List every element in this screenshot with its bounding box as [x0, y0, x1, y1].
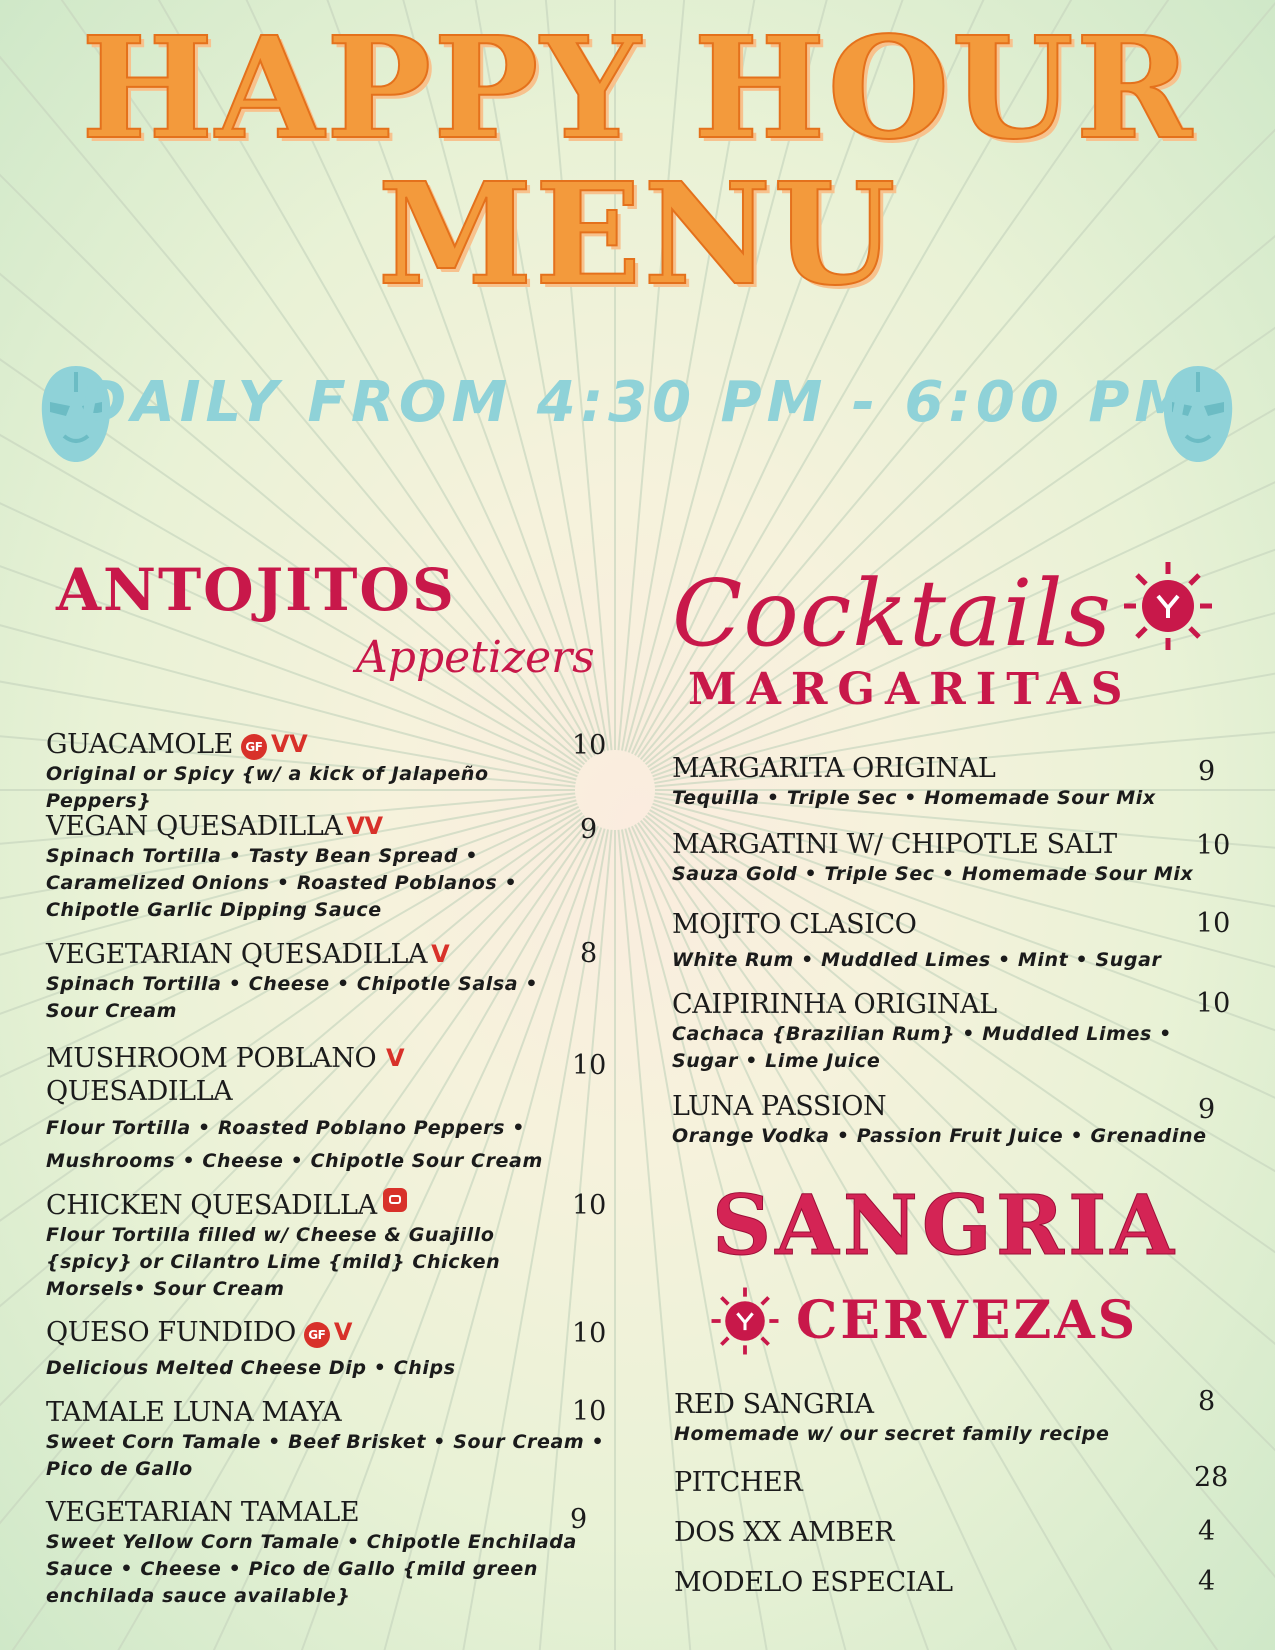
item-name: CHICKEN QUESADILLA [46, 1190, 377, 1221]
menu-item-dos-xx-amber [674, 1516, 894, 1549]
section-subtitle-appetizers: Appetizers [356, 632, 595, 683]
item-price: 10 [572, 1050, 607, 1081]
item-description: Flour Tortilla filled w/ Cheese & Guajillo {spicy} or Cilantro Lime {mild} Chicken Morsels• Sour Cream [46, 1224, 501, 1300]
item-description: Cachaca {Brazilian Rum} • Muddled Limes • Sugar • Lime Juice [672, 1023, 1172, 1072]
section-subtitle-margaritas: MARGARITAS [688, 664, 1133, 715]
item-name: VEGAN QUESADILLA [46, 811, 343, 842]
item-name: RED SANGRIA [674, 1389, 874, 1420]
item-name: VEGETARIAN TAMALE [46, 1497, 360, 1528]
v-icon: V [386, 1044, 405, 1072]
item-price: 4 [1198, 1566, 1216, 1597]
menu-item-luna-passion [672, 1090, 1232, 1150]
item-price: 4 [1198, 1516, 1216, 1547]
sun-icon [1122, 560, 1214, 652]
menu-item-modelo-especial [674, 1566, 953, 1599]
item-price: 10 [572, 1396, 607, 1427]
item-price: 10 [572, 1190, 607, 1221]
item-description: Delicious Melted Cheese Dip • Chips [46, 1357, 456, 1379]
item-name: VEGETARIAN QUESADILLA [46, 939, 428, 970]
hours-banner: DAILY FROM 4:30 PM - 6:00 PM [79, 370, 1196, 435]
item-price: 9 [1198, 756, 1216, 787]
item-name: MUSHROOM POBLANO QUESADILLA [46, 1043, 377, 1107]
menu-item-pitcher [674, 1466, 802, 1499]
v-icon: V [333, 1318, 353, 1346]
item-price: 9 [570, 1504, 588, 1535]
vv-icon: VV [270, 730, 308, 758]
menu-item-vegan-quesadilla [46, 810, 566, 924]
menu-item-mushroom-poblano-quesadilla [46, 1042, 566, 1178]
vv-icon: VV [346, 812, 383, 840]
item-name: MOJITO CLASICO [672, 909, 917, 940]
section-title-antojitos: ANTOJITOS [56, 556, 456, 624]
item-price: 9 [580, 814, 598, 845]
item-name: CAIPIRINHA ORIGINAL [672, 989, 997, 1020]
sunburst-ray [0, 277, 577, 776]
item-description: Orange Vodka • Passion Fruit Juice • Grenadine [672, 1125, 1207, 1147]
item-price: 10 [1196, 988, 1231, 1019]
title-menu: MENU [377, 153, 898, 317]
gf-badge-icon: GF [241, 734, 267, 760]
item-name: MODELO ESPECIAL [674, 1567, 953, 1598]
item-description: Sauza Gold • Triple Sec • Homemade Sour Mix [672, 863, 1194, 885]
item-price: 10 [1196, 908, 1231, 939]
item-description: Spinach Tortilla • Tasty Bean Spread • Caramelized Onions • Roasted Poblanos • Chipotle Garlic Dipping Sauce [46, 845, 518, 921]
item-price: 8 [1198, 1386, 1216, 1417]
item-name: LUNA PASSION [672, 1091, 887, 1122]
item-price: 10 [1196, 830, 1231, 861]
menu-item-margatini [672, 828, 1212, 888]
menu-item-tamale-luna-maya [46, 1396, 606, 1483]
item-price: 8 [580, 938, 598, 969]
item-name: DOS XX AMBER [674, 1517, 895, 1548]
menu-item-vegetarian-quesadilla [46, 938, 586, 1025]
item-price: 10 [572, 1318, 607, 1349]
spicy-badge-icon [383, 1188, 407, 1212]
item-description: Spinach Tortilla • Cheese • Chipotle Salsa • Sour Cream [46, 973, 539, 1022]
section-title-cocktails: Cocktails [672, 560, 1112, 667]
menu-item-queso-fundido [46, 1316, 586, 1382]
item-name: PITCHER [674, 1467, 803, 1498]
item-price: 28 [1194, 1462, 1229, 1493]
item-name: MARGARITA ORIGINAL [672, 753, 996, 784]
gf-badge-icon: GF [304, 1322, 330, 1348]
item-description: Homemade w/ our secret family recipe [674, 1423, 1110, 1445]
sun-icon [710, 1286, 780, 1356]
item-description: Sweet Corn Tamale • Beef Brisket • Sour Cream • Pico de Gallo [46, 1431, 605, 1480]
item-name: TAMALE LUNA MAYA [46, 1397, 342, 1428]
item-description: Sweet Yellow Corn Tamale • Chipotle Enchilada Sauce • Cheese • Pico de Gallo {mild green enchilada sauce available} [46, 1531, 577, 1607]
menu-item-chicken-quesadilla [46, 1188, 586, 1303]
section-title-sangria: SANGRIA [712, 1178, 1178, 1274]
title-happy-hour: HAPPY HOUR [81, 7, 1194, 171]
v-icon: V [431, 940, 450, 968]
menu-item-red-sangria [674, 1388, 1194, 1448]
section-title-cervezas: CERVEZAS [796, 1290, 1139, 1351]
item-description: White Rum • Muddled Limes • Mint • Sugar [672, 949, 1162, 971]
item-name: GUACAMOLE [46, 729, 233, 760]
menu-item-caipirinha-original [672, 988, 1192, 1075]
item-description: Flour Tortilla • Roasted Poblano Peppers • Mushrooms • Cheese • Chipotle Sour Cream [46, 1117, 543, 1172]
menu-item-vegetarian-tamale [46, 1496, 586, 1610]
item-price: 10 [572, 730, 607, 761]
item-description: Tequilla • Triple Sec • Homemade Sour Mix [672, 787, 1156, 809]
menu-item-guacamole [46, 728, 586, 815]
menu-item-mojito-clasico [672, 908, 1192, 974]
menu-item-margarita-original [672, 752, 1192, 812]
item-price: 9 [1198, 1094, 1216, 1125]
item-name: QUESO FUNDIDO [46, 1317, 296, 1348]
item-description: Original or Spicy {w/ a kick of Jalapeño Peppers} [46, 763, 489, 812]
item-name: MARGATINI W/ CHIPOTLE SALT [672, 829, 1117, 860]
